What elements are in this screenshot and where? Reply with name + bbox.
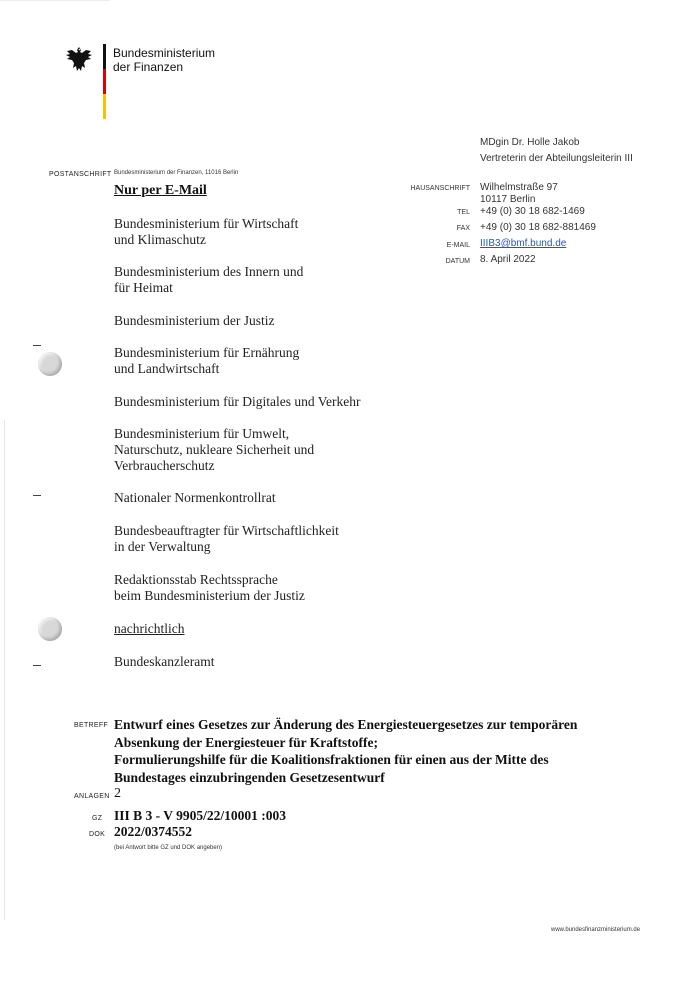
sender-role: Vertreterin der Abteilungsleiterin III [480, 153, 633, 164]
punch-hole-top [38, 352, 62, 376]
recipient-9: Redaktionsstab Rechtssprache beim Bundesministerium der Justiz [114, 572, 305, 603]
fax-label: FAX [456, 225, 470, 232]
betreff-label: BETREFF [74, 722, 108, 729]
dok-value: 2022/0374552 [114, 824, 193, 839]
recipient-2: Bundesministerium des Innern und für Heimat [114, 264, 304, 295]
recipient-5: Bundesministerium für Digitales und Verkehr [114, 394, 361, 409]
dok-label: DOK [89, 831, 106, 838]
flag-black [103, 44, 106, 69]
flag-stripe [103, 44, 106, 119]
tel-value: +49 (0) 30 18 682-1469 [480, 206, 585, 217]
ministry-name-line1: Bundesministerium [113, 46, 216, 60]
scan-edge-line [4, 420, 5, 920]
anlagen-label: ANLAGEN [74, 793, 110, 800]
datum-label: DATUM [445, 258, 470, 265]
delivery-note: Nur per E-Mail [114, 183, 207, 198]
betreff-line1: Entwurf eines Gesetzes zur Änderung des Energiesteuergesetzes zur temporären [114, 717, 578, 732]
margin-mark-3 [33, 665, 41, 666]
hausanschrift-line1: Wilhelmstraße 97 [480, 182, 558, 193]
margin-mark-1 [33, 345, 41, 346]
reply-note: (bei Antwort bitte GZ und DOK angeben) [114, 845, 223, 851]
hausanschrift-line2: 10117 Berlin [480, 194, 536, 205]
datum-value: 8. April 2022 [480, 254, 536, 265]
email-label: E-MAIL [446, 242, 470, 249]
gz-label: GZ [92, 815, 103, 822]
betreff-line2: Absenkung der Energiesteuer für Kraftstoffe; [114, 734, 378, 750]
recipient-8: Bundesbeauftragter für Wirtschaftlichkeit in der Verwaltung [114, 523, 339, 554]
recipient-4: Bundesministerium für Ernährung und Landwirtschaft [114, 345, 300, 376]
email-link[interactable]: IIIB3@bmf.bund.de [480, 238, 567, 249]
recipient-3: Bundesministerium der Justiz [114, 313, 275, 328]
sender-name: MDgin Dr. Holle Jakob [480, 137, 580, 148]
postanschrift-value: Bundesministerium der Finanzen, 11016 Berlin [114, 170, 239, 176]
ministry-name [113, 46, 215, 74]
betreff-line3: Formulierungshilfe für die Koalitionsfraktionen für einen aus der Mitte des [114, 752, 549, 767]
margin-mark-2 [33, 495, 41, 496]
tel-label: TEL [457, 209, 470, 216]
website-footer: www.bundesfinanzministerium.de [551, 927, 641, 933]
betreff-line4: Bundestages einzubringenden Gesetzesentwurf [114, 769, 385, 785]
recipient-1: Bundesministerium für Wirtschaft und Klimaschutz [114, 216, 299, 247]
flag-red [103, 69, 106, 94]
recipient-6: Bundesministerium für Umwelt, Naturschutz, nukleare Sicherheit und Verbraucherschutz [114, 426, 315, 473]
recipient-7: Nationaler Normenkontrollrat [114, 490, 276, 505]
hausanschrift-label: HAUSANSCHRIFT [410, 185, 470, 192]
fax-value: +49 (0) 30 18 682-881469 [480, 222, 596, 233]
cc-label: nachrichtlich [114, 621, 185, 636]
gz-value: III B 3 - V 9905/22/10001 :003 [114, 808, 287, 823]
anlagen-value: 2 [114, 786, 121, 801]
betreff-text [114, 716, 577, 786]
postanschrift-label: POSTANSCHRIFT [49, 171, 112, 178]
flag-gold [103, 94, 106, 119]
ministry-name-line2: der Finanzen [113, 60, 184, 74]
cc-recipient: Bundeskanzleramt [114, 654, 215, 669]
punch-hole-bottom [38, 617, 62, 641]
scan-top-line [0, 0, 110, 1]
federal-eagle-icon [64, 44, 94, 74]
